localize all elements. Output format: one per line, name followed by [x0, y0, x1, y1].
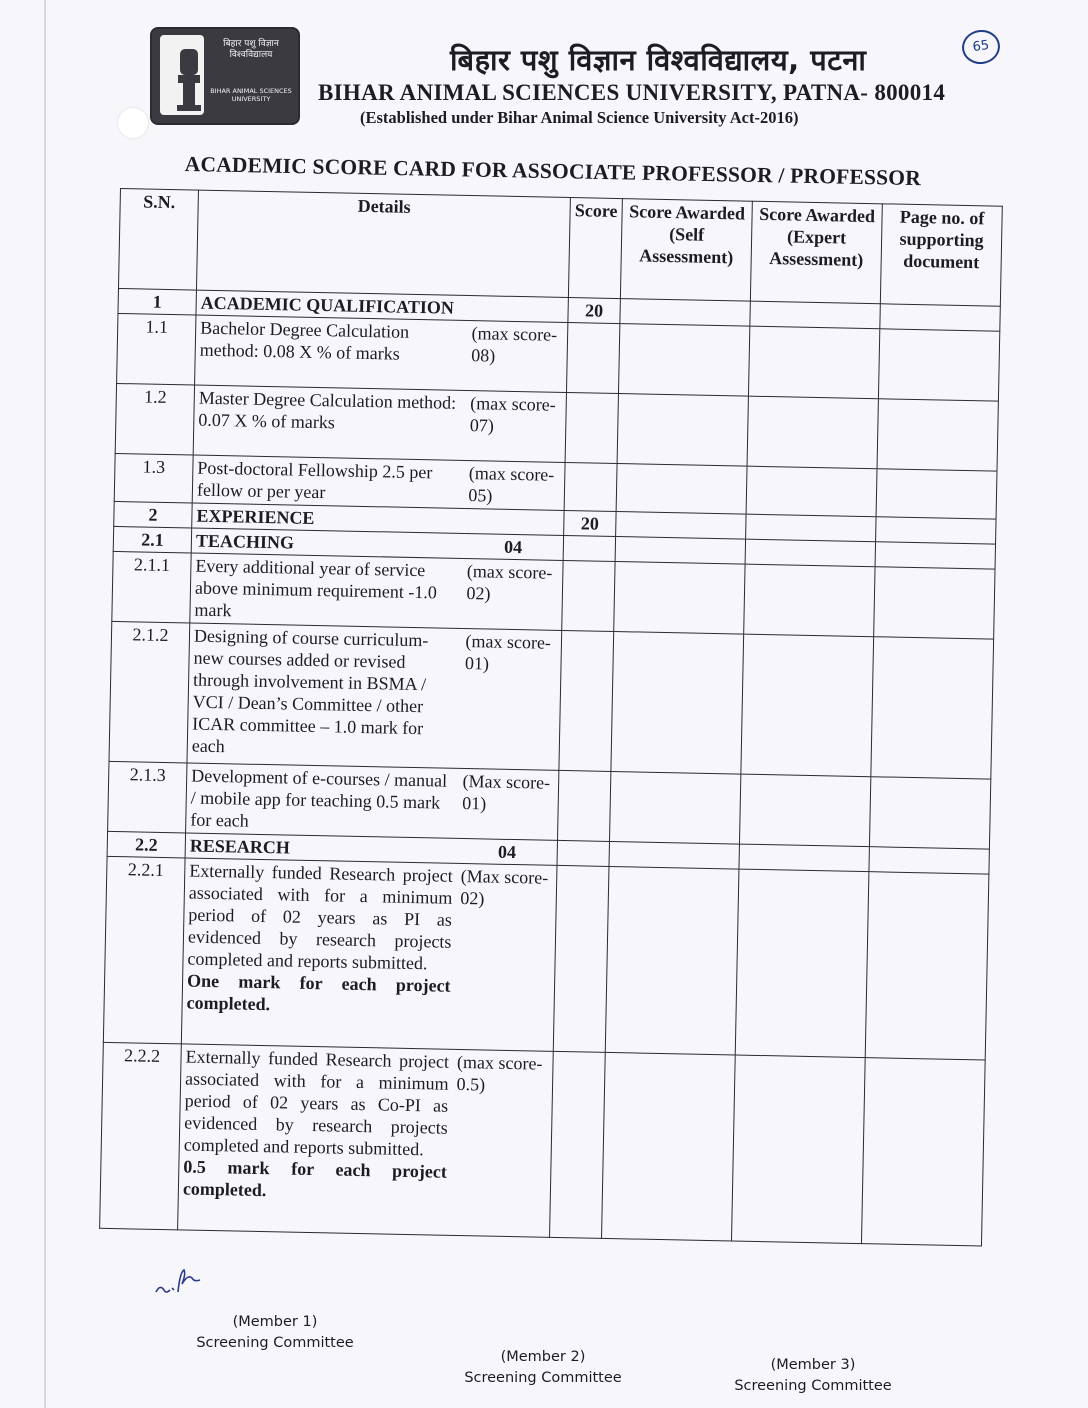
row-sn: 1 — [118, 288, 196, 315]
page-no-cell[interactable] — [874, 567, 995, 639]
self-score-cell[interactable] — [602, 1052, 736, 1241]
university-title-english: BIHAR ANIMAL SCIENCES UNIVERSITY, PATNA- 800014 — [318, 80, 946, 105]
page-no-cell[interactable] — [880, 304, 1000, 331]
score-table-wrapper — [99, 188, 1002, 1246]
score-cell — [557, 770, 610, 841]
table-header-row — [118, 189, 1002, 307]
self-score-cell[interactable] — [609, 841, 739, 869]
row-sn: 2.1 — [113, 526, 191, 553]
self-score-cell[interactable] — [611, 631, 744, 774]
row-description-cell — [178, 1044, 454, 1235]
self-score-cell[interactable] — [615, 537, 745, 565]
row-description: Development of e-courses / manual / mobile app for teaching 0.5 mark for each — [186, 763, 459, 838]
score-cell — [566, 323, 619, 394]
score-cell — [553, 865, 609, 1052]
page-no-cell[interactable] — [877, 399, 998, 471]
emblem-icon — [160, 35, 204, 115]
member-2-role: (Member 2) — [500, 1349, 586, 1365]
header-score: Score — [568, 198, 622, 299]
score-cell — [565, 393, 618, 464]
row-sn: 2.1.3 — [108, 761, 187, 833]
row-sn: 2.2.2 — [100, 1042, 182, 1230]
established-note: (Established under Bihar Animal Science University Act-2016) — [360, 108, 799, 127]
score-cell — [557, 840, 609, 866]
row-max-score: (max score-08) — [467, 321, 568, 393]
row-max-score: (max score-0.5) — [450, 1049, 554, 1237]
row-description: Designing of course curriculum- new courses added or revised through involvement in BSMA / VCI / Dean’s Committee / other ICAR committee – 1.0 mark for each — [187, 623, 462, 768]
section-title: TEACHING — [191, 528, 463, 558]
header-page-no: Page no. of supporting document — [880, 204, 1002, 306]
page-no-cell[interactable] — [871, 637, 994, 779]
row-sn: 1.2 — [115, 383, 194, 455]
member-1-block — [180, 1312, 370, 1354]
page-no-cell[interactable] — [878, 329, 999, 401]
row-sn: 1.1 — [117, 313, 196, 385]
page-no-cell[interactable] — [865, 872, 989, 1060]
self-score-cell[interactable] — [617, 394, 748, 467]
row-max-score: (max score-02) — [462, 558, 563, 630]
expert-score-cell[interactable] — [741, 634, 874, 777]
member-3-committee: Screening Committee — [734, 1378, 892, 1394]
page-number-stamp: 65 — [960, 28, 1002, 67]
self-score-cell[interactable] — [616, 464, 747, 515]
self-score-cell[interactable] — [618, 324, 749, 397]
expert-score-cell[interactable] — [739, 774, 870, 847]
header-self-assessment: Score Awarded (Self Assessment) — [620, 199, 752, 302]
page-no-cell[interactable] — [876, 517, 996, 544]
row-max-score: (Max score-01) — [458, 768, 559, 840]
row-max-score: (Max score-02) — [453, 863, 557, 1051]
university-logo — [150, 27, 300, 125]
row-description: Master Degree Calculation method: 0.07 X % of marks — [193, 385, 466, 460]
card-title: ACADEMIC SCORE CARD FOR ASSOCIATE PROFESSOR / PROFESSOR — [184, 152, 922, 191]
row-sn: 2 — [114, 501, 192, 528]
self-score-cell[interactable] — [609, 771, 740, 844]
section-title: RESEARCH — [185, 833, 457, 863]
self-score-cell[interactable] — [616, 512, 746, 540]
expert-score-cell[interactable] — [745, 539, 875, 567]
row-sn: 2.2 — [107, 831, 185, 858]
score-cell — [562, 560, 615, 631]
section-sub-score: 04 — [463, 533, 563, 560]
row-scoring-note: One mark for each project completed. — [186, 970, 451, 1015]
row-description: Externally funded Research project associated with for a minimum period of 02 years as PI as evidenced by research projects completed and reports submitted. — [187, 860, 453, 974]
score-cell — [564, 462, 617, 511]
row-max-score: (max score-05) — [464, 460, 565, 510]
header-details: Details — [196, 190, 570, 297]
row-description: Bachelor Degree Calculation method: 0.08 X % of marks — [195, 315, 468, 390]
table-row — [100, 1042, 986, 1246]
expert-score-cell[interactable] — [750, 301, 880, 329]
score-cell — [563, 535, 615, 561]
row-max-score: (max score-01) — [459, 628, 562, 770]
punch-hole — [118, 108, 148, 138]
header-sn: S.N. — [118, 189, 198, 291]
member-3-block — [718, 1355, 908, 1397]
row-sn: 2.2.1 — [103, 856, 185, 1044]
page-no-cell[interactable] — [861, 1058, 985, 1246]
section-sub-score: 04 — [457, 838, 557, 865]
handwritten-signature — [150, 1262, 230, 1302]
score-cell — [550, 1051, 606, 1238]
row-description: Every additional year of service above minimum requirement -1.0 mark — [190, 553, 463, 628]
logo-english-text: BIHAR ANIMAL SCIENCES UNIVERSITY — [210, 87, 292, 103]
row-description: Post-doctoral Fellowship 2.5 per fellow or per year — [192, 455, 465, 508]
university-title-hindi: बिहार पशु विज्ञान विश्वविद्यालय, पटना — [450, 43, 867, 77]
page-no-cell[interactable] — [876, 469, 997, 519]
header-expert-assessment: Score Awarded (Expert Assessment) — [750, 201, 882, 304]
row-sn: 2.1.1 — [112, 551, 191, 623]
row-sn: 2.1.2 — [109, 621, 190, 763]
expert-score-cell[interactable] — [744, 564, 875, 637]
self-score-cell[interactable] — [605, 866, 739, 1055]
page-no-cell[interactable] — [875, 542, 995, 569]
section-title: EXPERIENCE — [192, 503, 564, 535]
row-score: 20 — [564, 510, 616, 536]
expert-score-cell[interactable] — [746, 466, 877, 517]
page-no-cell[interactable] — [869, 777, 990, 849]
expert-score-cell[interactable] — [746, 514, 876, 542]
row-description-cell — [181, 858, 457, 1049]
row-score: 20 — [568, 298, 620, 324]
score-cell — [559, 630, 614, 771]
table-row — [109, 621, 994, 779]
expert-score-cell[interactable] — [735, 869, 869, 1058]
self-score-cell[interactable] — [614, 562, 745, 635]
row-description: Externally funded Research project associated with for a minimum period of 02 years as Co-PI as evidenced by research projects completed and reports submitted. — [183, 1046, 450, 1160]
row-scoring-note: 0.5 mark for each project completed. — [182, 1156, 448, 1201]
logo-hindi-text: बिहार पशु विज्ञान विश्वविद्यालय — [223, 39, 279, 60]
member-2-committee: Screening Committee — [464, 1370, 622, 1386]
member-2-block — [448, 1347, 638, 1389]
expert-score-cell[interactable] — [748, 326, 879, 399]
score-table — [99, 188, 1003, 1247]
expert-score-cell[interactable] — [731, 1055, 865, 1244]
member-1-role: (Member 1) — [232, 1314, 318, 1330]
self-score-cell[interactable] — [620, 299, 750, 327]
expert-score-cell[interactable] — [747, 396, 878, 469]
member-1-committee: Screening Committee — [196, 1335, 354, 1351]
table-row — [103, 856, 989, 1060]
expert-score-cell[interactable] — [739, 844, 869, 872]
page-edge — [44, 0, 46, 1408]
page-no-cell[interactable] — [869, 847, 989, 874]
row-max-score: (max score-07) — [465, 390, 566, 462]
row-sn: 1.3 — [114, 453, 193, 503]
section-title: ACADEMIC QUALIFICATION — [196, 290, 568, 322]
lion-capital-icon — [174, 45, 204, 115]
member-3-role: (Member 3) — [770, 1357, 856, 1373]
